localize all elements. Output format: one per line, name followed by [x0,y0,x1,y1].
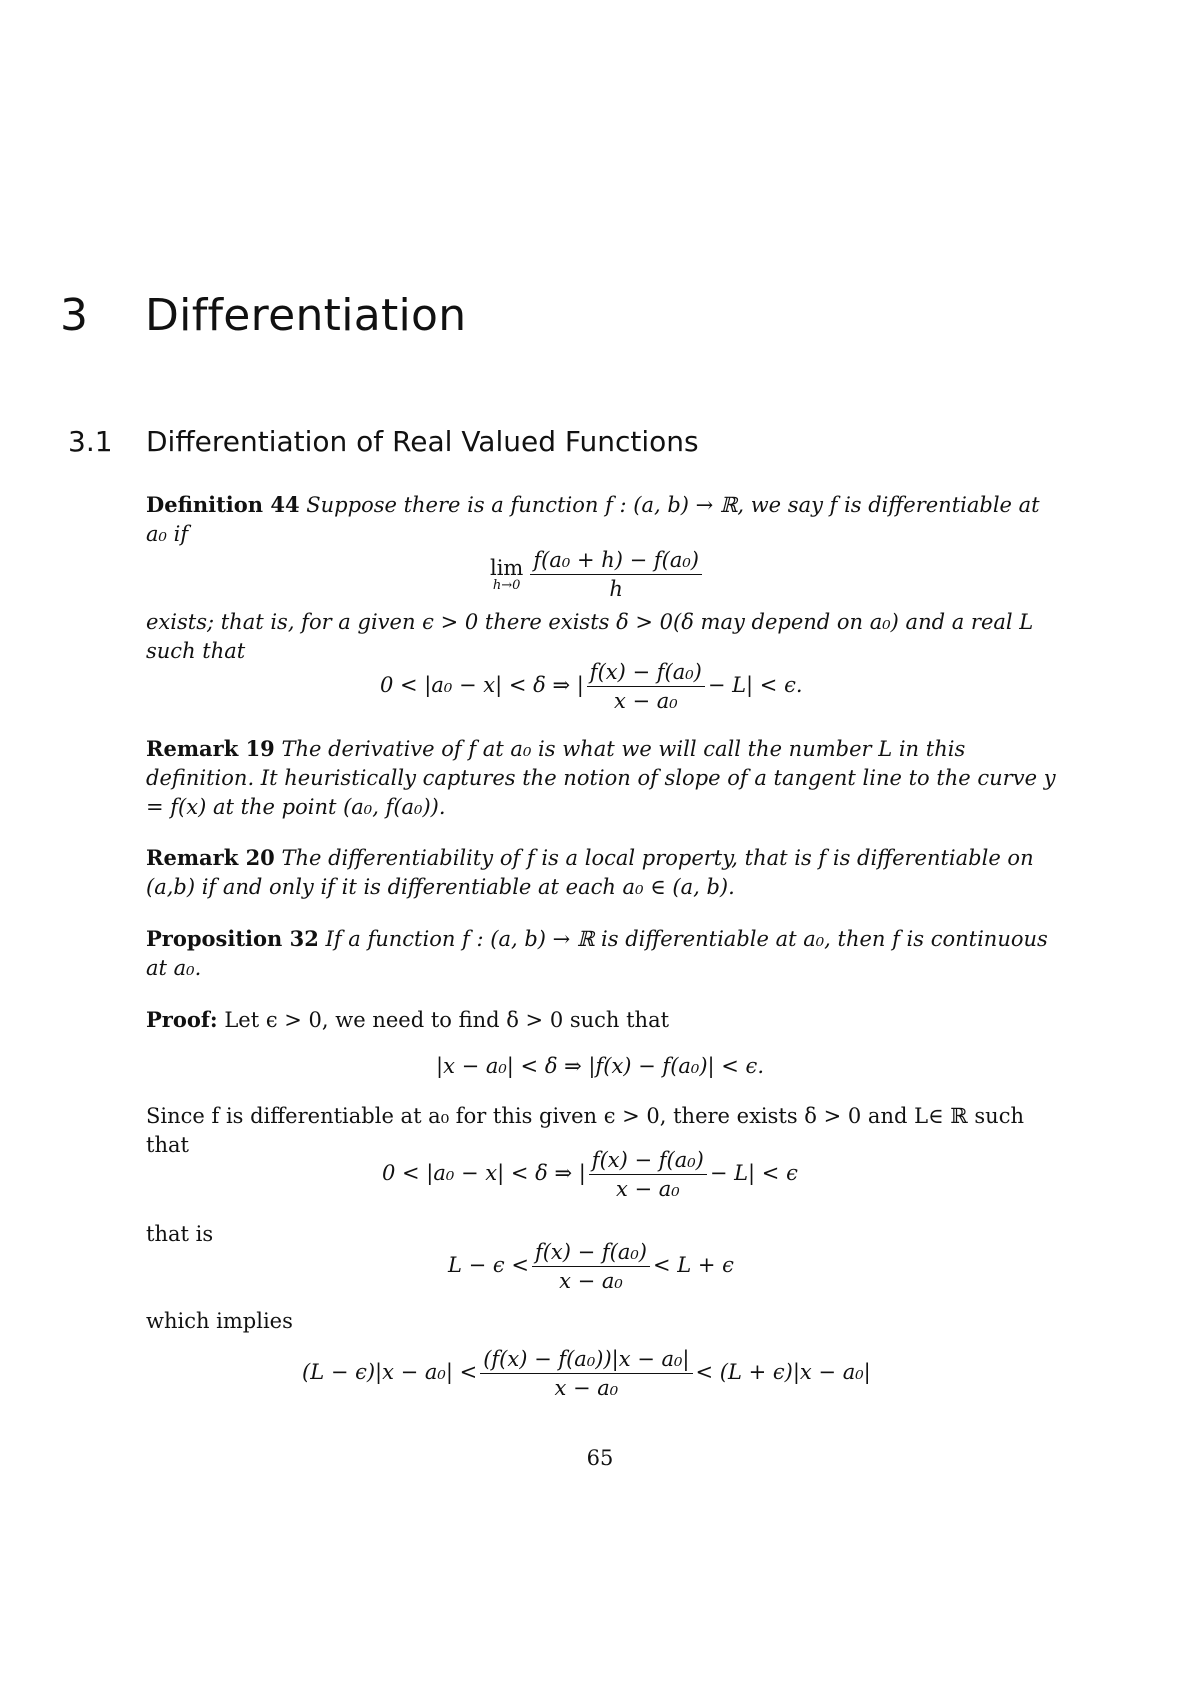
proof-eq2-numerator: f(x) − f(a₀) [589,1148,707,1175]
limit-fraction [530,548,702,601]
proof-eq4-left: (L − ϵ)|x − a₀| < [302,1360,478,1384]
proof-text: Let ϵ > 0, we need to find δ > 0 such that [224,1008,670,1032]
proposition-text: If a function f : (a, b) → ℝ is differentiable at a₀, then f is continuous at a₀. [146,927,1048,980]
remark-19-label: Remark 19 [146,736,275,761]
proof-eq4-fraction [480,1347,692,1400]
definition-text: Suppose there is a function f : (a, b) → ℝ, we say f is differentiable at a₀ if [146,493,1040,546]
that-is-text: that is [146,1222,214,1246]
remark-20-text: The differentiability of f is a local property, that is f is differentiable on (a,b) if and only if it is differentiable at each a₀ ∈ (a, b). [146,846,1034,899]
limit-label: lim [490,556,524,580]
proof-label: Proof: [146,1007,218,1032]
proof-eq4-denominator: x − a₀ [554,1376,619,1400]
proof-eq2-fraction [589,1148,707,1201]
remark-19-text: The derivative of f at a₀ is what we will call the number L in this definition. It heuristically captures the notion of slope of a tangent line to the curve y = f(x) at the point (a₀, f(a₀)). [146,737,1056,819]
limit-denominator: h [609,577,623,601]
def-eq2-right: − L| < ϵ. [707,673,803,697]
proposition-32 [146,924,1066,983]
definition-44 [146,490,1066,549]
proof-eq4-right: < (L + ϵ)|x − a₀| [695,1360,871,1384]
chapter-number: 3 [60,290,89,341]
proof-equation-2 [382,1148,798,1201]
remark-19 [146,734,1066,822]
section-title: Differentiation of Real Valued Functions [146,425,699,458]
def-eq2-left: 0 < |a₀ − x| < δ ⇒ | [380,673,584,697]
proof-eq3-left: L − ϵ < [448,1253,529,1277]
def-eq2-denominator: x − a₀ [613,689,678,713]
proof-equation-1: |x − a₀| < δ ⇒ |f(x) − f(a₀)| < ϵ. [436,1054,764,1078]
proof-eq3-fraction [532,1240,650,1293]
proof-eq3-right: < L + ϵ [652,1253,734,1277]
proof [146,1005,1066,1035]
which-implies-text: which implies [146,1309,293,1333]
section-number: 3.1 [68,425,113,458]
def-eq2-fraction [587,660,705,713]
limit-equation [490,548,705,601]
remark-20-label: Remark 20 [146,845,275,870]
proof-eq2-denominator: x − a₀ [615,1177,680,1201]
chapter-title: Differentiation [145,290,467,341]
proof-eq3-denominator: x − a₀ [559,1269,623,1293]
proof-text-2: Since f is differentiable at a₀ for this given ϵ > 0, there exists δ > 0 and L∈ ℝ such that [146,1104,1024,1157]
proposition-label: Proposition 32 [146,926,319,951]
chapter-heading [60,290,466,341]
proof-equation-3 [448,1240,734,1293]
page-number: 65 [586,1446,614,1470]
proof-eq2-left: 0 < |a₀ − x| < δ ⇒ | [382,1161,586,1185]
definition-equation-2 [380,660,803,713]
section-heading [68,425,699,458]
proof-equation-4 [302,1347,871,1400]
proof-eq4-numerator: (f(x) − f(a₀))|x − a₀| [480,1347,692,1374]
proof-eq3-numerator: f(x) − f(a₀) [532,1240,650,1267]
remark-20 [146,843,1066,902]
definition-label: Definition 44 [146,492,300,517]
definition-text-2: exists; that is, for a given ϵ > 0 there exists δ > 0(δ may depend on a₀) and a real L such that [146,610,1034,663]
limit-operator [490,556,523,593]
definition-continuation [146,608,1066,666]
limit-subscript: h→0 [492,578,521,593]
proof-eq2-right: − L| < ϵ [709,1161,798,1185]
def-eq2-numerator: f(x) − f(a₀) [587,660,705,687]
limit-numerator: f(a₀ + h) − f(a₀) [530,548,702,575]
